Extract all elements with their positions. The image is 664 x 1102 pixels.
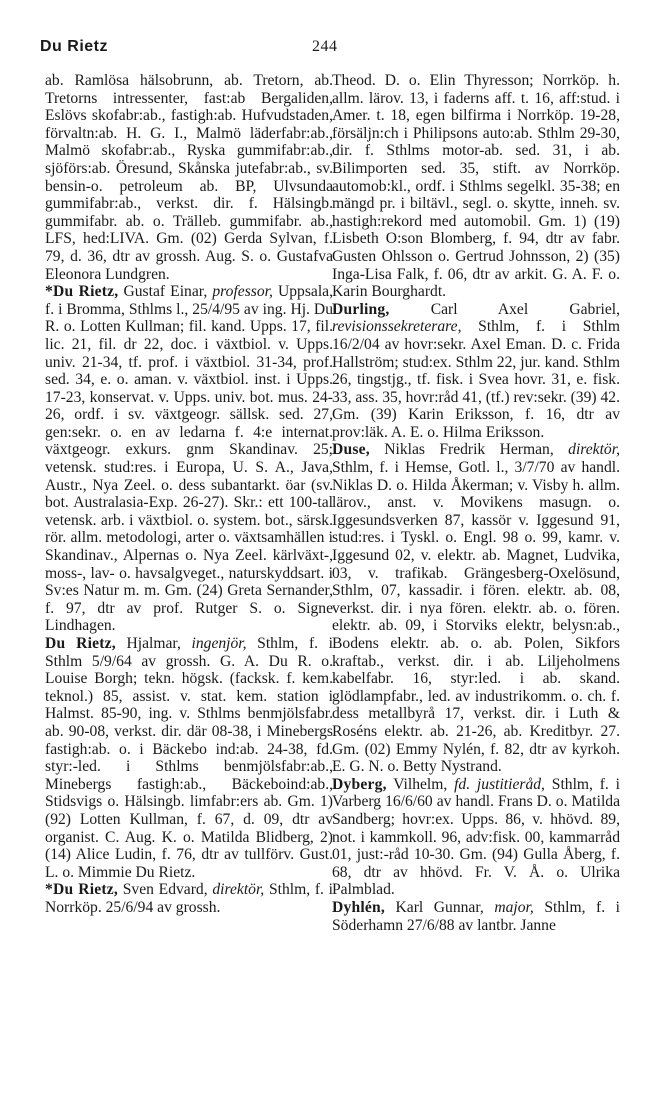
entry-occupation: major,: [494, 898, 534, 916]
entry-given-names: Carl Axel Gabriel,: [430, 300, 620, 318]
entry-text: Uppsala, f. i Bromma, Sthlms l., 25/4/95 av ing. Hj. Du R. o. Lotten Kullman; fil. kand. Upps. 17, fil. lic. 21, fil. dr 22, doc. i växtbiol. v. Upps. univ. 21-34, tf. prof. i växtbiol. 31-34, prof. sed. 34, e. o. aman. v. växtbiol. inst. i Upps. 17-23, konservat. v. Upps. univ. bot. mus. 24-26, ordf. i sv. växtgeogr. sällsk. sed. 27, gen:sekr. o. en av ledarna f. 4:e internat. växtgeogr. exkurs. gnm Skandinav. 25; vetensk. stud:res. i Europa, U. S. A., Java, Austr., Nya Zeel. o. dess subantarkt. öar (sv. bot. Australasia-Exp. 26-27). Skr.: ett 100-tal vetensk. arb. i växtbiol. o. system. bot., särsk. rör. allm. metodologi, arter o. växtsamhällen i Skandinav., Alpernas o. Nya Zeel. kärlväxt-, moss-, lav- o. havsalgveget., naturskyddsart. i Sv:es Natur m. m. Gm. (24) Greta Sernander, f. 97, dtr av prof. Rutger S. o. Signe Lindhagen.: [45, 283, 333, 635]
right-column: [332, 72, 620, 934]
entry-text: Sthlm, f. i Sthlm 5/9/64 av grossh. G. A. Du R. o. Louise Borgh; tekn. högsk. (facksk. f. kem. teknol.) 85, assist. v. stat. kem. station i Halmst. 85-90, ing. v. Sthlms benmjölsfabr. ab. 90-08, verkst. dir. där 08-38, i Minebergs fastigh:ab. o. i Bäckebo ind:ab. 24-38, fd. styr:-led. i Sthlms benmjölsfabr:ab., Minebergs fastigh:ab., Bäckeboind:ab., Stidsvigs o. Hälsingb. limfabr:ers ab. Gm. 1) (92) Lotten Kullman, f. 67, d. 09, dtr av organist. C. Aug. K. o. Matilda Blidberg, 2) (14) Alice Ludin, f. 76, dtr av tullförv. Gust. L. o. Mimmie Du Rietz.: [45, 635, 333, 881]
biography-entry: [45, 283, 333, 635]
entry-text: Sthlm, f. i Söderhamn 27/6/88 av lantbr. Janne: [332, 898, 621, 934]
entry-occupation: ingenjör,: [191, 635, 247, 652]
left-column: [45, 72, 333, 917]
entry-given-names: Sven Edvard,: [122, 881, 208, 899]
entry-headword: Duse,: [332, 441, 370, 459]
entry-text: Sthlm, f. i Sthlm 16/2/04 av hovr:sekr. Axel Eman. D. c. Frida Hallström; stud:ex. Sthlm 22, jur. kand. Sthlm 26, tingstjg., tf. fisk. i Svea hovr. 31, e. fisk. 33, ass. 35, hovr:råd 41, (tf.) rev:sekr. (39) 42. Gm. (39) Karin Eriksson, f. 16, dtr av prov:läk. A. E. o. Hilma Eriksson.: [332, 318, 620, 441]
biography-entry: [45, 881, 333, 916]
entry-text: Sthlm, f. i Norrköp. 25/6/94 av grossh.: [45, 881, 334, 916]
entry-headword: *Du Rietz,: [45, 881, 118, 899]
entry-headword: Durling,: [332, 300, 390, 318]
entry-given-names: Vilhelm,: [393, 775, 448, 793]
running-head-name: Du Rietz: [40, 38, 108, 55]
entry-given-names: Hjalmar,: [126, 635, 181, 652]
biography-entry: [332, 441, 620, 775]
entry-headword: Dyberg,: [332, 775, 387, 793]
entry-given-names: Gustaf Einar,: [123, 283, 208, 301]
entry-given-names: Karl Gunnar,: [395, 898, 484, 916]
entry-given-names: Niklas Fredrik Herman,: [384, 441, 554, 459]
biography-entry: [332, 776, 620, 899]
entry-text: Theod. D. o. Elin Thyresson; Norrköp. h. allm. lärov. 13, i faderns aff. t. 16, aff:stud. i Amer. t. 18, egen bilfirma i Norrköp. 19-28, försäljn:ch i Philipsons auto:ab. Sthlm 29-30, dir. f. Sthlms motor-ab. sed. 31, i ab. Bilimporten sed. 35, stift. av Norrköp. automob:kl., ordf. i Sthlms segelkl. 35-38; en mängd pr. i biltävl., segl. o. skytte, inneh. sv. hastigh:rekord med automobil. Gm. 1) (19) Lisbeth O:son Blomberg, f. 94, dtr av fabr. Gusten Ohlsson o. Gertrud Johnsson, 2) (35) Inga-Lisa Falk, f. 06, dtr av arkit. G. A. F. o. Karin Bourghardt.: [332, 72, 620, 301]
page-number: 244: [312, 38, 338, 55]
biography-entry: [45, 635, 333, 881]
biography-entry: [332, 301, 620, 442]
entry-occupation: direktör,: [568, 441, 620, 459]
entry-text: ab. Ramlösa hälsobrunn, ab. Tretorn, ab. Tretorns intressenter, fast:ab Bergaliden, Eslövs skofabr:ab., fastigh:ab. Hufvudstaden, förvaltn:ab. H. G. I., Malmö läderfabr:ab., Malmö skofabr:ab., Ryska gummifabr:ab., sjöförs:ab. Öresund, Skånska jutefabr:ab., sv. bensin-o. petroleum ab. BP, Ulvsunda gummifabr:ab., verkst. dir. f. Hälsingb. gummifabr. ab. o. Trälleb. gummifabr. ab., LFS, hed:LIVA. Gm. (02) Gerda Sylvan, f. 79, d. 36, dtr av grossh. Aug. S. o. Gustafva Eleonora Lundgren.: [45, 72, 333, 283]
entry-occupation: direktör,: [212, 881, 265, 899]
entry-occupation: professor,: [212, 283, 273, 301]
entry-headword: *Du Rietz,: [45, 283, 119, 301]
entry-headword: Du Rietz,: [45, 635, 116, 652]
entry-continuation: [332, 72, 620, 301]
entry-continuation: [45, 72, 333, 283]
entry-text: Sthlm, f. i Varberg 16/6/60 av handl. Frans D. o. Matilda Sandberg; hovr:ex. Upps. 86, v. hhövd. 89, not. i kammkoll. 96, adv:fisk. 00, kammarråd 01, just:-råd 10-30. Gm. (94) Gulla Åberg, f. 68, dtr av hhövd. Fr. V. Å. o. Ulrika Palmblad.: [332, 775, 620, 899]
biography-entry: [332, 899, 620, 934]
entry-text: Sthlm, f. i Hemse, Gotl. l., 3/7/70 av handl. Niklas D. o. Hilda Åkerman; v. Visby h. allm. lärov., anst. v. Movikens masugn. o. Iggesundsverken 87, kassör v. Iggesund 91, stud:res. i Tyskl. o. Engl. 98 o. 99, kamr. v. Iggesund 02, v. elektr. ab. Magnet, Ludvika, 03, v. trafikab. Grängesberg-Oxelösund, Sthlm, 07, kassadir. i fören. elektr. ab. 08, verkst. dir. i nya fören. elektr. ab. o. fören. elektr. ab. 09, i Storviks elektr, belysn:ab., Bodens elektr. ab. o. ab. Polen, Sikfors kraftab., verkst. dir. i ab. Liljeholmens kabelfabr. 16, styr:led. i ab. skand. glödlampfabr., led. av industrikomm. o. ch. f. dess metallbyrå 17, verkst. dir. i Luth & Roséns elektr. ab. 21-26, ab. Kreditbyr. 27. Gm. (02) Emmy Nylén, f. 82, dtr av kyrkoh. E. G. N. o. Betty Nystrand.: [332, 459, 620, 776]
entry-headword: Dyhlén,: [332, 898, 385, 916]
entry-occupation: fd. justitieråd,: [454, 775, 545, 793]
entry-occupation: revisionssekreterare,: [332, 318, 462, 336]
